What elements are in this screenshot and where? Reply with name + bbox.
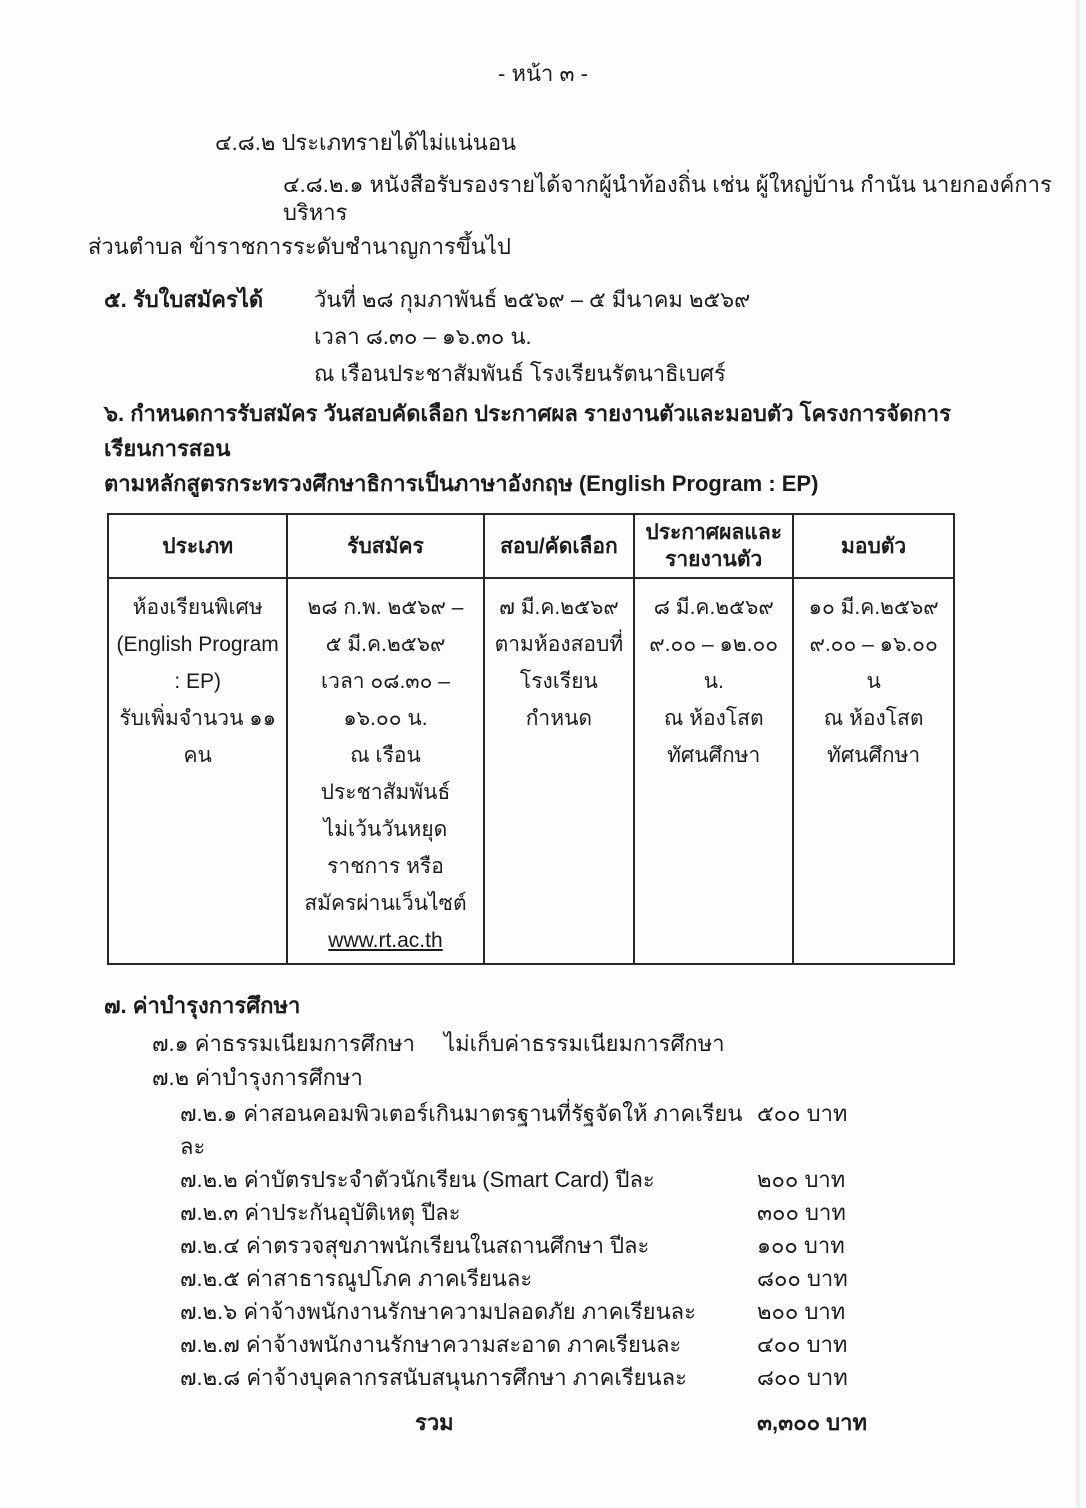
clause-4-8-2: ๔.๘.๒ ประเภทรายได้ไม่แน่นอน [215,130,517,155]
apply-date-line2: ๕ มี.ค.๒๕๖๙ [325,633,446,656]
fee-amount: ๒๐๐ บาท [757,1167,846,1192]
section-5-place: ณ เรือนประชาสัมพันธ์ โรงเรียนรัตนาธิเบศร์ [314,361,726,386]
fee-label: ๗.๒.๗ ค่าจ้างพนักงานรักษาความสะอาด ภาคเรียนละ [180,1332,682,1357]
cell-enroll-date [793,578,954,964]
fee-amount: ๔๐๐ บาท [757,1332,848,1357]
fee-total-amount: ๓,๓๐๐ บาท [757,1410,867,1435]
fee-row [180,1328,1086,1361]
exam-room-line2: โรงเรียนกำหนด [519,670,598,730]
fee-amount: ๘๐๐ บาท [757,1266,848,1291]
section-6-heading-line1: ๖. กำหนดการรับสมัคร วันสอบคัดเลือก ประกาศผล รายงานตัวและมอบตัว โครงการจัดการเรียนการสอน [104,401,951,461]
fee-row [180,1262,1086,1295]
fee-amount: ๓๐๐ บาท [757,1200,846,1225]
header-announce-line1: ประกาศผลและ [645,521,782,544]
announce-time: ๙.๐๐ – ๑๒.๐๐ น. [649,633,779,693]
announce-place: ณ ห้องโสตทัศนศึกษา [663,707,764,767]
clause-4-8-2-1-line1: ๔.๘.๒.๑ หนังสือรับรองรายได้จากผู้นำท้องถิ่น เช่น ผู้ใหญ่บ้าน กำนัน นายกองค์การบริหาร [283,172,1052,225]
announce-date: ๘ มี.ค.๒๕๖๙ [653,596,774,619]
section-5-details [314,281,750,392]
fee-amount: ๕๐๐ บาท [757,1101,848,1126]
program-quota: รับเพิ่มจำนวน ๑๑ คน [119,707,276,767]
header-announce [634,514,793,578]
enroll-time: ๙.๐๐ – ๑๖.๐๐ น [809,633,938,693]
enroll-date: ๑๐ มี.ค.๒๕๖๙ [808,596,939,619]
program-english-name: (English Program : EP) [116,633,279,693]
fee-label: ๗.๒.๒ ค่าบัตรประจำตัวนักเรียน (Smart Card) ปีละ [180,1167,655,1192]
fee-row [180,1361,1086,1394]
section-5-heading: ๕. รับใบสมัครได้ [104,287,264,312]
cell-apply-period [287,578,483,964]
exam-date: ๗ มี.ค.๒๕๖๙ [499,596,619,619]
fee-label: ๗.๒.๖ ค่าจ้างพนักงานรักษาความปลอดภัย ภาคเรียนละ [180,1299,696,1324]
admission-schedule-table [107,513,955,965]
item-7-1-label: ๗.๑ ค่าธรรมเนียมการศึกษา [152,1031,415,1056]
header-type: ประเภท [108,514,287,578]
cell-program-type [108,578,287,964]
program-name: ห้องเรียนพิเศษ [132,596,263,619]
fee-amount: ๒๐๐ บาท [757,1299,846,1324]
fee-row [180,1097,1086,1163]
enroll-place: ณ ห้องโสตทัศนศึกษา [823,707,924,767]
fee-amount: ๘๐๐ บาท [757,1365,848,1390]
apply-place: ณ เรือนประชาสัมพันธ์ [320,744,451,804]
apply-date-line1: ๒๘ ก.พ. ๒๕๖๙ – [307,596,464,619]
exam-room-line1: ตามห้องสอบที่ [494,633,624,656]
fee-list [180,1097,1086,1394]
fee-label: ๗.๒.๑ ค่าสอนคอมพิวเตอร์เกินมาตรฐานที่รัฐจัดให้ ภาคเรียนละ [180,1101,743,1159]
cell-announce-date [634,578,793,964]
apply-note: ไม่เว้นวันหยุดราชการ หรือ [323,818,448,878]
item-7-1-value: ไม่เก็บค่าธรรมเนียมการศึกษา [444,1031,725,1056]
fee-label: ๗.๒.๘ ค่าจ้างบุคลากรสนับสนุนการศึกษา ภาคเรียนละ [180,1365,687,1390]
apply-online-note: สมัครผ่านเว็นไซต์ [304,892,467,915]
item-7-2-label: ๗.๒ ค่าบำรุงการศึกษา [152,1065,363,1090]
section-6-heading [104,396,974,501]
section-7-heading: ๗. ค่าบำรุงการศึกษา [104,993,301,1018]
header-exam: สอบ/คัดเลือก [484,514,635,578]
section-5-date-range: วันที่ ๒๘ กุมภาพันธ์ ๒๕๖๙ – ๕ มีนาคม ๒๕๖๙ [314,287,751,312]
fee-label: ๗.๒.๔ ค่าตรวจสุขภาพนักเรียนในสถานศึกษา ปีละ [180,1233,650,1258]
section-5-time: เวลา ๘.๓๐ – ๑๖.๓๐ น. [314,324,532,349]
table-row [108,578,954,964]
cell-exam-date [484,578,635,964]
fee-row [180,1163,1086,1196]
clause-4-8-2-1-line2: ส่วนตำบล ข้าราชการระดับชำนาญการขึ้นไป [88,234,511,259]
header-enroll: มอบตัว [793,514,954,578]
website-link: www.rt.ac.th [328,929,443,952]
header-apply: รับสมัคร [287,514,483,578]
fee-row [180,1196,1086,1229]
fee-row [180,1295,1086,1328]
table-header-row [108,514,954,578]
fee-total-row [415,1406,1086,1439]
fee-label: ๗.๒.๓ ค่าประกันอุบัติเหตุ ปีละ [180,1200,461,1225]
fee-amount: ๑๐๐ บาท [757,1233,845,1258]
page-number: - หน้า ๓ - [498,61,588,86]
fee-label: ๗.๒.๕ ค่าสาธารณูปโภค ภาคเรียนละ [180,1266,533,1291]
fee-row [180,1229,1086,1262]
section-5 [104,281,1086,392]
section-6-heading-line2: ตามหลักสูตรกระทรวงศึกษาธิการเป็นภาษาอังกฤษ (English Program : EP) [104,471,819,496]
apply-time: เวลา ๐๘.๓๐ – ๑๖.๐๐ น. [320,670,450,730]
header-announce-line2: รายงานตัว [665,548,763,571]
fee-total-label: รวม [415,1410,454,1435]
item-7-1 [152,1029,1086,1059]
